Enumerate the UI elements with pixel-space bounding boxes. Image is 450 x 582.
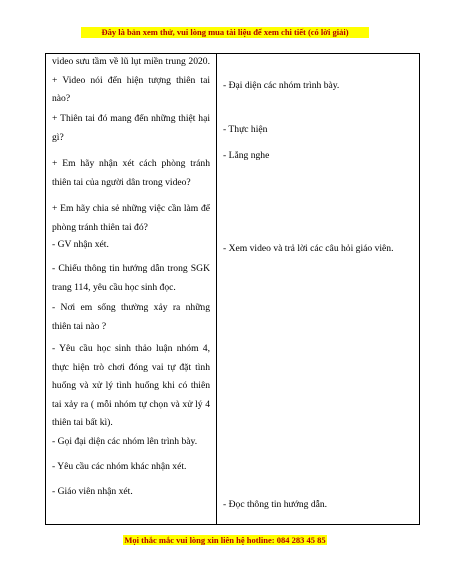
footer-hotline (0, 535, 450, 545)
paragraph: - GV nhận xét. (52, 239, 109, 250)
lesson-table (45, 53, 420, 525)
hotline-text: Mọi thắc mắc vui lòng xin liên hệ hotline: 084 283 45 85 (124, 535, 326, 545)
paragraph: + Thiên tai đó mang đến những thiệt hại gì? (52, 113, 210, 143)
paragraph: - Nơi em sống thường xảy ra những thiên tai nào ? (52, 302, 210, 332)
paragraph: - Xem video và trả lời các câu hỏi giáo viên. (223, 243, 394, 254)
paragraph: - Yêu cầu các nhóm khác nhận xét. (52, 461, 187, 472)
preview-banner: Đây là bản xem thử, vui lòng mua tài liệu để xem chi tiết (có lời giải) (81, 27, 369, 38)
paragraph: - Đọc thông tin hướng dẫn. (223, 499, 328, 510)
teacher-activities-cell (46, 54, 217, 525)
paragraph: - Gọi đại diện các nhóm lên trình bày. (52, 436, 198, 447)
paragraph: - Chiếu thông tin hướng dẫn trong SGK trang 114, yêu cầu học sinh đọc. (52, 263, 210, 293)
paragraph: - Giáo viên nhận xét. (52, 486, 133, 497)
paragraph: video sưu tầm về lũ lụt miền trung 2020. + Video nói đến hiện tượng thiên tai nào? (52, 56, 210, 104)
student-activities-cell (217, 54, 420, 525)
paragraph: + Em hãy chia sẻ những việc cần làm để phòng tránh thiên tai đó? (52, 203, 210, 233)
paragraph: - Yêu cầu học sinh thảo luận nhóm 4, thực hiện trò chơi đóng vai tự đặt tình huống và xử lý tình huống khi có thiên tai xảy ra ( mỗi nhóm tự chọn và xử lý 4 thiên tai bất kì). (52, 343, 210, 428)
paragraph: - Lắng nghe (223, 150, 270, 161)
paragraph: - Đại diện các nhóm trình bày. (223, 80, 340, 91)
paragraph: + Em hãy nhận xét cách phòng tránh thiên tai của người dân trong video? (52, 158, 210, 188)
paragraph: - Thực hiện (223, 124, 268, 135)
